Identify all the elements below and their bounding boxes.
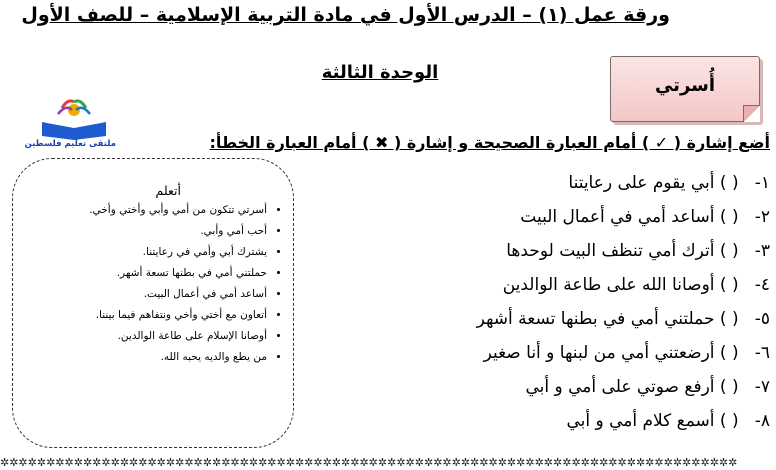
answer-blank[interactable]: ( ) <box>719 207 739 227</box>
answer-blank[interactable]: ( ) <box>719 377 739 397</box>
worksheet-title: ورقة عمل (١) – الدرس الأول في مادة التربية الإسلامية – للصف الأول <box>21 4 670 26</box>
question-item <box>360 166 770 200</box>
question-text: أرفع صوتي على أمي و أبي <box>525 377 715 397</box>
question-text: أرضعتني أمي من لبنها و أنا صغير <box>483 343 715 363</box>
question-number: ٢- <box>754 207 770 227</box>
page-fold-decoration <box>743 105 760 122</box>
lesson-title: أُسرتي <box>654 75 716 96</box>
logo <box>24 98 116 154</box>
learn-item: • من يطع والديه يحبه الله. <box>22 350 267 365</box>
learn-title: أتعلم <box>155 183 181 198</box>
instruction-text: أضع إشارة ( ✓ ) أمام العبارة الصحيحة و إشارة ( ✖ ) أمام العبارة الخطأ: <box>209 133 770 152</box>
question-text: حملتني أمي في بطنها تسعة أشهر <box>476 309 715 329</box>
question-item <box>360 404 770 438</box>
question-number: ١- <box>754 173 770 193</box>
question-item <box>360 200 770 234</box>
question-item <box>360 370 770 404</box>
question-text: أوصانا الله على طاعة الوالدين <box>502 275 715 295</box>
question-number: ٧- <box>754 377 770 397</box>
decorative-border: ✲✲✲✲✲✲✲✲✲✲✲✲✲✲✲✲✲✲✲✲✲✲✲✲✲✲✲✲✲✲✲✲✲✲✲✲✲✲✲✲✲✲✲✲✲✲✲✲✲✲✲✲✲✲✲✲✲✲✲✲✲✲✲✲✲✲✲✲✲✲✲✲✲✲✲✲✲✲✲✲ <box>0 456 738 468</box>
answer-blank[interactable]: ( ) <box>719 309 739 329</box>
question-item <box>360 268 770 302</box>
learn-box <box>12 158 294 448</box>
learn-item: • أسرتي تتكون من أمي وأبي وأختي وأخي. <box>22 203 267 218</box>
learn-item: • حملتني أمي في بطنها تسعة أشهر. <box>22 266 267 281</box>
question-text: أسمع كلام أمي و أبي <box>566 411 715 431</box>
learn-item: • أساعد أمي في أعمال البيت. <box>22 287 267 302</box>
question-item <box>360 234 770 268</box>
question-number: ٥- <box>754 309 770 329</box>
question-item <box>360 336 770 370</box>
question-text: أترك أمي تنظف البيت لوحدها <box>506 241 715 261</box>
learn-item: • أتعاون مع أختي وأخي ونتفاهم فيما بيننا. <box>22 308 267 323</box>
learn-item: • يشترك أبي وأمي في رعايتنا. <box>22 245 267 260</box>
answer-blank[interactable]: ( ) <box>719 343 739 363</box>
book-logo-icon <box>32 98 116 140</box>
answer-blank[interactable]: ( ) <box>719 241 739 261</box>
question-item <box>360 302 770 336</box>
question-number: ٨- <box>754 411 770 431</box>
answer-blank[interactable]: ( ) <box>719 411 739 431</box>
answer-blank[interactable]: ( ) <box>719 275 739 295</box>
question-number: ٦- <box>754 343 770 363</box>
logo-text: ملتقى تعليم فلسطين <box>24 139 116 149</box>
learn-item: • أوصانا الإسلام على طاعة الوالدين. <box>22 329 267 344</box>
learn-list <box>22 203 281 371</box>
unit-title: الوحدة الثالثة <box>321 62 439 83</box>
question-text: أساعد أمي في أعمال البيت <box>520 207 715 227</box>
question-number: ٤- <box>754 275 770 295</box>
question-text: أبي يقوم على رعايتنا <box>568 173 715 193</box>
learn-item: • أحب أمي وأبي. <box>22 224 267 239</box>
lesson-banner <box>610 56 760 122</box>
question-number: ٣- <box>754 241 770 261</box>
answer-blank[interactable]: ( ) <box>719 173 739 193</box>
questions-list <box>360 166 770 438</box>
